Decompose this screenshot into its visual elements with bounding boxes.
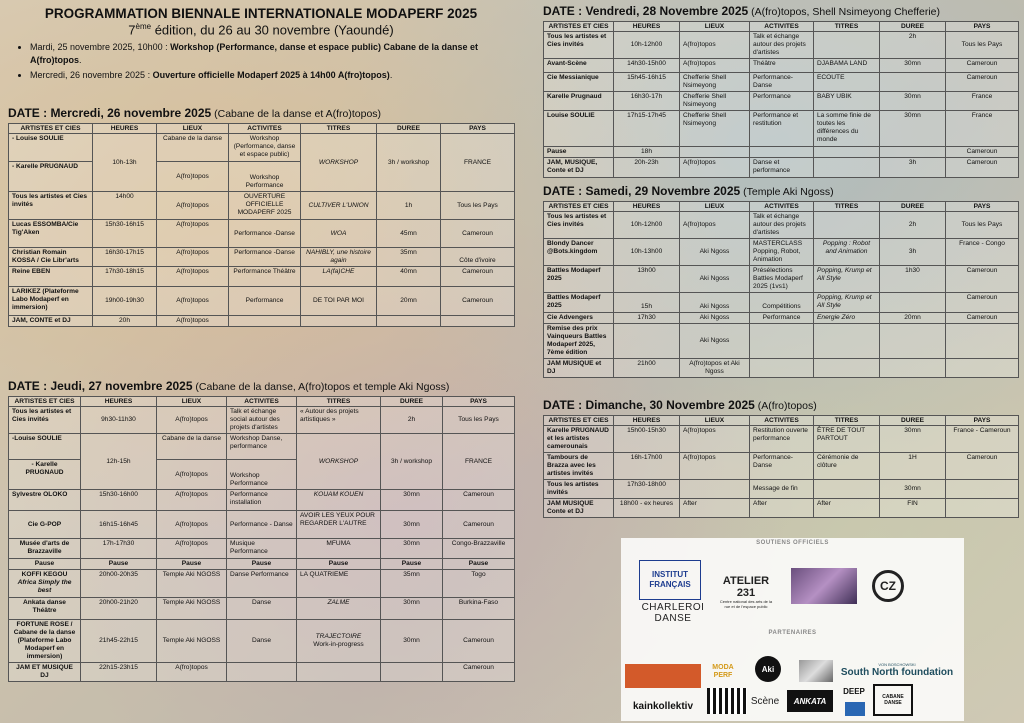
ankata-logo: ANKATA bbox=[787, 690, 833, 712]
cz-logo: CZ bbox=[861, 564, 915, 608]
table-row: Karelle Prugnaud 16h30-17h Chefferie Shell Nsimeyong Performance BABY UBIK 30mn France bbox=[544, 92, 1019, 111]
table-row: Cie Advengers 17h30 Aki Ngoss Performance Energie Zéro 20mn Cameroun bbox=[544, 313, 1019, 324]
right-column bbox=[543, 0, 1018, 518]
schedule-table-sunday bbox=[543, 415, 1019, 518]
cabane-danse-logo: CABANE DANSE bbox=[873, 684, 913, 716]
table-row: Musée d'arts de Brazzaville 17h-17h30 A(fro)topos Musique Performance MFUMA 30mn Congo-Brazzaville bbox=[9, 539, 515, 559]
table-row: LARIKEZ (Plateforme Labo Modaperf en immersion) 19h00-19h30 A(fro)topos Performance DE TOI PAR MOI 20mn Cameroun bbox=[9, 287, 515, 316]
bullet-item: • Mercredi, 26 novembre 2025 : Ouverture officielle Modaperf 2025 à 14h00 A(fro)topos). bbox=[30, 69, 514, 82]
schedule-table-wednesday bbox=[8, 123, 515, 327]
table-header-row: ARTISTES ET CIES HEURES LIEUX ACTIVITES TITRES DUREE PAYS bbox=[544, 22, 1019, 32]
institut-francais-logo: INSTITUT FRANÇAIS bbox=[639, 560, 701, 600]
page-title: PROGRAMMATION BIENNALE INTERNATIONALE MODAPERF 2025 bbox=[44, 6, 478, 21]
table-row: Battles Modaperf 2025 15h Aki Ngoss Compétitions Popping, Krump et All Style Cameroun bbox=[544, 293, 1019, 313]
date-heading-friday: DATE : Vendredi, 28 Novembre 2025 (A(fro)topos, Shell Nsimeyong Chefferie) bbox=[543, 4, 941, 18]
table-row: Lucas ESSOMBA/Cie Tig'Aken 15h30-16h15 A(fro)topos Performance -Danse WOA 45mn Cameroun bbox=[9, 220, 515, 248]
table-header-row: ARTISTES ET CIES HEURES LIEUX ACTIVITES TITRES DUREE PAYS bbox=[9, 124, 515, 134]
table-row: Battles Modaperf 2025 13h00 Aki Ngoss Présélections Battles Modaperf 2025 (1vs1) Popping, Krump et All Style 1h30 Cameroun bbox=[544, 266, 1019, 293]
table-row: Ankata danse Théâtre 20h00-21h20 Temple Aki NGOSS Danse ZALME 30mn Burkina-Faso bbox=[9, 598, 515, 620]
table-row: - Louise SOULIE 10h-13h Cabane de la danse Workshop (Performance, danse et espace public) WORKSHOP 3h / workshop FRANCE bbox=[9, 134, 515, 162]
table-row: Tous les artistes et Cies invités 10h-12h00 A(fro)topos Talk et échange autour des projets d'artistes 2h Tous les Pays bbox=[544, 212, 1019, 239]
deep-logo: DEEP bbox=[843, 686, 865, 696]
table-row: Tous les artistes invités 17h30-18h00 Message de fin 30mn bbox=[544, 480, 1019, 499]
date-heading-thursday: DATE : Jeudi, 27 novembre 2025 (Cabane de la danse, A(fro)topos et temple Aki Ngoss) bbox=[8, 379, 450, 394]
date-heading-saturday: DATE : Samedi, 29 Novembre 2025 (Temple Aki Ngoss) bbox=[543, 184, 834, 198]
table-header-row: ARTISTES ET CIES HEURES LIEUX ACTIVITES TITRES DUREE PAYS bbox=[9, 397, 515, 407]
table-row-pause: Pause Pause Pause Pause Pause Pause Pause bbox=[9, 559, 515, 570]
table-row: - Karelle PRUGNAUD A(fro)topos Workshop Performance bbox=[9, 460, 515, 490]
table-row: Sylvestre OLOKO 15h30-16h00 A(fro)topos Performance installation KOUAM KOUEN 30mn Cameroun bbox=[9, 490, 515, 511]
table-row: Remise des prix Vainqueurs Battles Modaperf 2025, 7ème édition Aki Ngoss bbox=[544, 324, 1019, 359]
table-row: - Karelle PRUGNAUD A(fro)topos Workshop Performance bbox=[9, 162, 515, 192]
table-row: JAM, MUSIQUE, Conte et DJ 20h-23h A(fro)topos Danse et performance 3h Cameroun bbox=[544, 158, 1019, 178]
date-heading-wednesday: DATE : Mercredi, 26 novembre 2025 (Cabane de la danse et A(fro)topos) bbox=[8, 106, 382, 121]
table-header-row: ARTISTES ET CIES HEURES LIEUX ACTIVITES TITRES DUREE PAYS bbox=[544, 202, 1019, 212]
table-row: Tambours de Brazza avec les artistes invités 16h-17h00 A(fro)topos Performance-Danse Cérémonie de clôture 1H Cameroun bbox=[544, 453, 1019, 480]
table-row: JAM MUSIQUE et DJ 21h00 A(fro)topos et Aki Ngoss bbox=[544, 359, 1019, 378]
table-row: KOFFI KEGOU Africa Simply the best 20h00-20h35 Temple Aki NGOSS Danse Performance LA QUATRIEME 35mn Togo bbox=[9, 570, 515, 598]
kainkollektiv-logo: kainkollektiv bbox=[632, 700, 694, 712]
bullet-item: • Mardi, 25 novembre 2025, 10h00 : Workshop (Performance, danse et espace public) Cabane de la danse et A(fro)topos. bbox=[30, 41, 514, 67]
partner-logo-blue bbox=[845, 702, 865, 716]
table-row: Tous les artistes et Cies invités 10h-12h00 A(fro)topos Talk et échange autour des projets d'artistes 2h Tous les Pays bbox=[544, 32, 1019, 59]
partner-logo-orange bbox=[625, 664, 701, 688]
table-row: Reine EBEN 17h30-18h15 A(fro)topos Performance Théâtre LA(fa)CHE 40mn Cameroun bbox=[9, 267, 515, 287]
partner-logo-stripes bbox=[707, 688, 747, 714]
left-column bbox=[8, 0, 514, 682]
partner-photo-small bbox=[799, 660, 833, 682]
aki-logo: Aki bbox=[755, 656, 781, 682]
table-row: Christian Romain KOSSA / Cie Libr'arts 16h30-17h15 A(fro)topos Performance -Danse NAHIBLY, une histoire again 35mn Côte d'ivoire bbox=[9, 248, 515, 267]
table-row: JAM MUSIQUE Conte et DJ 18h00 - ex heures After After After FIN bbox=[544, 499, 1019, 518]
table-row: Karelle PRUGNAUD et les artistes camerounais 15h00-15h30 A(fro)topos Restitution ouverte performance ÊTRE DE TOUT PARTOUT 30mn France - Cameroun bbox=[544, 426, 1019, 453]
table-row: Tous les artistes et Cies invités 9h30-11h30 A(fro)topos Talk et échange social autour des projets d'artistes « Autour des projets artistiques » 2h Tous les Pays bbox=[9, 407, 515, 434]
schedule-table-saturday bbox=[543, 201, 1019, 378]
edition-subtitle: 7ème édition, du 26 au 30 novembre (Yaoundé) bbox=[128, 22, 394, 38]
partners-title: PARTENAIRES bbox=[768, 630, 817, 636]
date-heading-sunday: DATE : Dimanche, 30 Novembre 2025 (A(fro)topos) bbox=[543, 398, 817, 412]
table-row: Avant-Scène 14h30-15h00 A(fro)topos Théâtre DJABAMA LAND 30mn Cameroun bbox=[544, 59, 1019, 73]
table-header-row: ARTISTES ET CIES HEURES LIEUX ACTIVITES TITRES DUREE PAYS bbox=[544, 416, 1019, 426]
table-row: JAM, CONTE et DJ 20h A(fro)topos bbox=[9, 316, 515, 327]
schedule-table-friday bbox=[543, 21, 1019, 178]
table-row: JAM ET MUSIQUE DJ 22h15-23h15 A(fro)topos Cameroun bbox=[9, 663, 515, 682]
scene-logo: Scène bbox=[750, 695, 780, 707]
partner-photo-logo bbox=[791, 568, 857, 604]
table-row: FORTUNE ROSE / Cabane de la danse (Plateforme Labo Modaperf en immersion) 21h45-22h15 Temple Aki NGOSS Danse TRAJECTOIRE Work-in-progress 30mn Cameroun bbox=[9, 620, 515, 663]
charleroi-danse-logo: CHARLEROI DANSE bbox=[641, 602, 705, 624]
schedule-table-thursday bbox=[8, 396, 515, 682]
intro-bullets bbox=[8, 41, 514, 82]
modaperf-logo: MODA PERF bbox=[712, 664, 734, 679]
table-row: Blondy Dancer @Bots.kingdom 10h-13h00 Aki Ngoss MASTERCLASS Popping, Robot, Animation Popping : Robot and Animation 3h France - Congo bbox=[544, 239, 1019, 266]
sponsors-panel bbox=[621, 538, 964, 721]
table-row: Tous les artistes et Cies invités 14h00 A(fro)topos OUVERTURE OFFICIELLE MODAPERF 2025 CULTIVER L'UNION 1h Tous les Pays bbox=[9, 192, 515, 220]
table-row: Pause 18h Cameroun bbox=[544, 147, 1019, 158]
south-north-logo: VON BOSCHOWSKI South North foundation bbox=[840, 662, 954, 678]
table-row: Cie G-POP 16h15-16h45 A(fro)topos Performance - Danse AVOIR LES YEUX POUR REGARDER L'AUTRE 30mn Cameroun bbox=[9, 511, 515, 539]
official-sponsors-title: SOUTIENS OFFICIELS bbox=[756, 540, 829, 546]
table-row: Louise SOULIE 17h15-17h45 Chefferie Shell Nsimeyong Performance et restitution La somme finie de toutes les différences du monde 30mn France bbox=[544, 111, 1019, 147]
table-row: Cie Messianique 15h45-16h15 Chefferie Shell Nsimeyong Performance-Danse ECOUTE Cameroun bbox=[544, 73, 1019, 92]
atelier-231-logo: ATELIER 231 Centre national des arts de la rue et de l'espace public bbox=[719, 575, 773, 609]
table-row: -Louise SOULIE 12h-15h Cabane de la danse Workshop Danse, performance WORKSHOP 3h / workshop FRANCE bbox=[9, 434, 515, 460]
